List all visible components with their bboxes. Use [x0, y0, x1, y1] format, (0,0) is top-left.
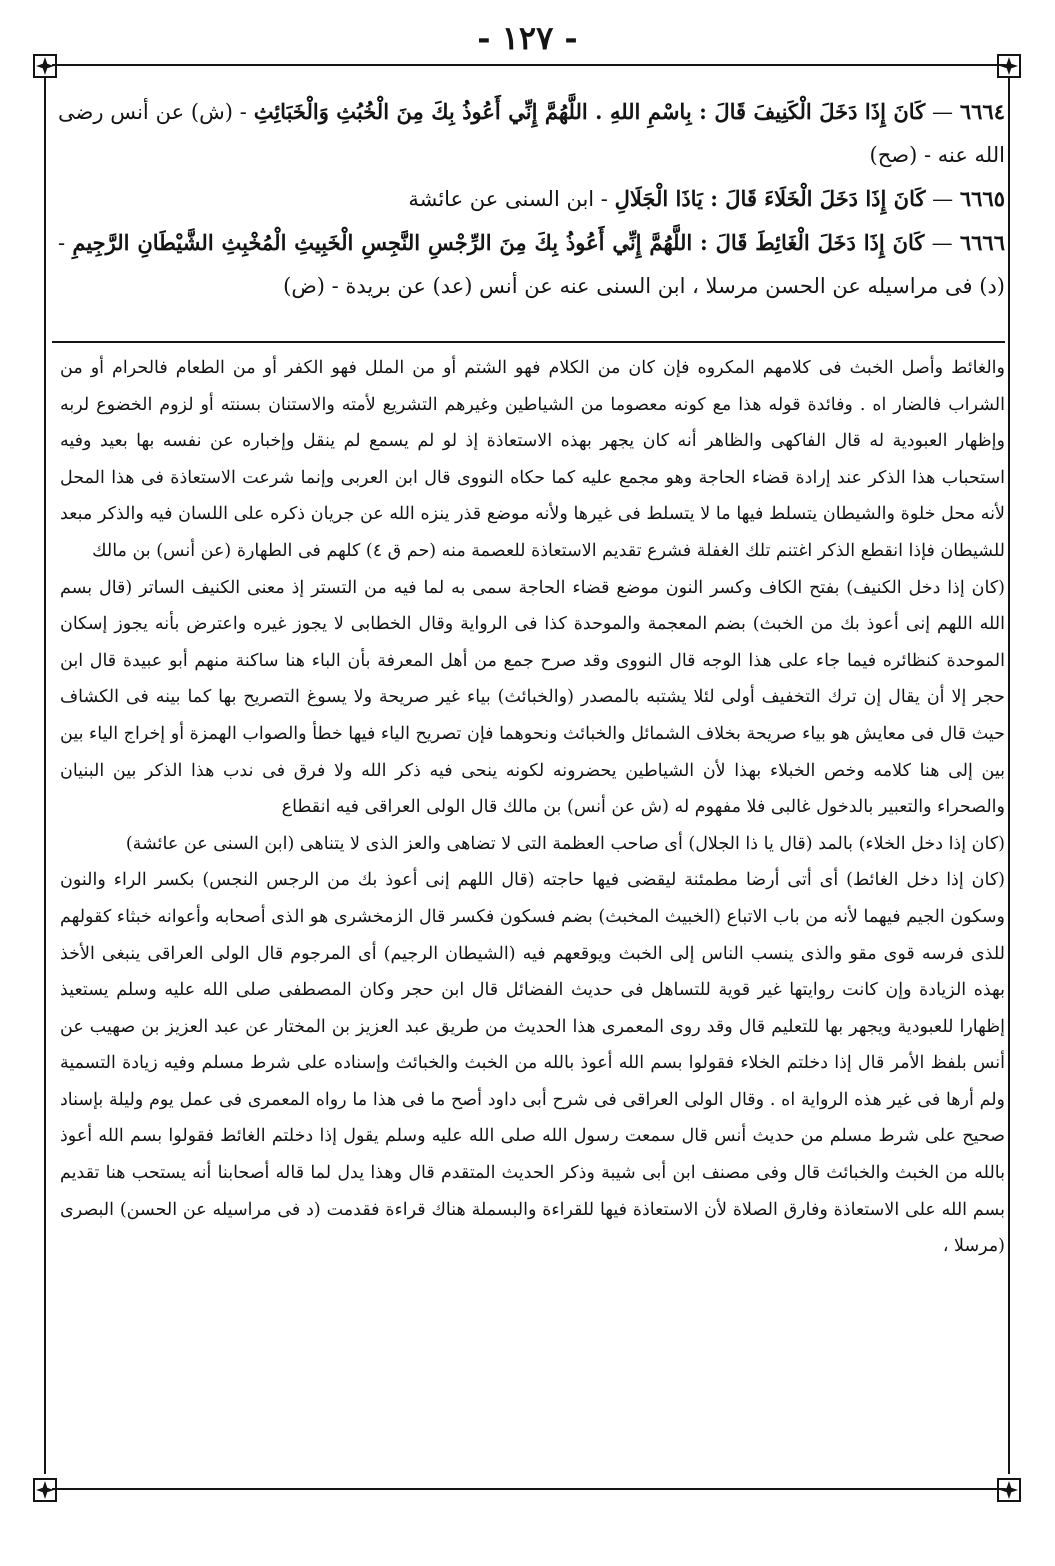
hadith-text: كَانَ إِذَا دَخَلَ الْخَلَاءَ قَالَ : يَاذَا الْجَلَالِ: [614, 186, 926, 211]
commentary-body: [60, 350, 1005, 1265]
hadith-sources: - (ش) عن أنس رضى الله عنه - (صح): [58, 100, 1005, 167]
hadith-number: ٦٦٦٥: [959, 186, 1005, 211]
commentary-paragraph: (كان إذا دخل الكنيف) بفتح الكاف وكسر النون موضع قضاء الحاجة سمى به لما فيه من التستر إذ معنى الكنيف الساتر (قال بسم الله اللهم إنى أعوذ بك من الخبث) بضم المعجمة والموحدة كذا فى الرواية وقال الخطابى لا يجوز غيره واعترض بأنه يجوز إسكان الموحدة كنظائره فيما جاء على هذا الوجه قال النووى وقد صرح جمع من أهل المعرفة بأن الباء هنا ساكنة منهم أبو عبيدة قال ابن حجر إلا أن يقال إن ترك التخفيف أولى لئلا يشتبه بالمصدر (والخبائث) بياء غير صريحة ولا يسوغ التصريح بها كما بينه فى الكشاف حيث قال فى معايش هو بياء صريحة بخلاف الشمائل والخبائث ونحوهما فإن تصريح الياء فيها خطأ والصواب الهمزة أو إخراج الياء بين بين إلى هنا كلامه وخص الخبلاء بهذا لأن الشياطين يحضرونه لكونه ينحى فيه ذكر الله ولا فرق فى ندب هذا الذكر بين البنيان والصحراء والتعبير بالدخول غالبى فلا مفهوم له (ش عن أنس) بن مالك قال الولى العراقى فيه انقطاع: [60, 577, 1005, 818]
hadith-entry: ٦٦٦٦ — كَانَ إِذَا دَخَلَ الْغَائِطَ قَالَ : اللَّهُمَّ إِنِّي أَعُوذُ بِكَ مِنَ الرِّجْسِ النَّجِسِ الْخَبِيثِ الْمُخْبِثِ الشَّيْطَانِ الرَّجِيمِ - (د) فى مراسيله عن الحسن مرسلا ، ابن السنى عنه عن أنس (عد) عن بريدة - (ض): [58, 230, 1005, 298]
hadith-sources: - ابن السنى عن عائشة: [408, 187, 608, 211]
hadith-entry: ٦٦٦٥ — كَانَ إِذَا دَخَلَ الْخَلَاءَ قَالَ : يَاذَا الْجَلَالِ - ابن السنى عن عائشة: [408, 186, 1005, 211]
section-divider: [52, 341, 1005, 343]
commentary-paragraph: والغائط وأصل الخبث فى كلامهم المكروه فإن كان من الكلام فهو الشتم أو من الملل فهو الكفر أو من الطعام فالحرام أو من الشراب فالضار اه . وفائدة قوله هذا مع كونه معصوما من الشياطين وغيرهم التشريع لأمته والاستنان بسنته أو لزوم الخضوع لربه وإظهار العبودية له قال الفاكهى والظاهر أنه كان يجهر بهذه الاستعاذة إذ لو لم يسمع لم ينقل وإخباره عن نفسه بها بعيد وفيه استحباب هذا الذكر عند إرادة قضاء الحاجة وهو مجمع عليه كما حكاه النووى قال ابن العربى وإنما شرعت الاستعاذة فى هذا المحل لأنه محل خلوة والشيطان يتسلط فيها ما لا يتسلط فى غيرها ولأنه موضع قذر ينزه الله عن جريان ذكره على اللسان فيه والذكر مبعد للشيطان فإذا انقطع الذكر اغتنم تلك الغفلة فشرع تقديم الاستعاذة للعصمة منه (حم ق ٤) كلهم فى الطهارة (عن أنس) بن مالك: [60, 358, 1005, 561]
corner-ornament-icon: [31, 52, 59, 80]
commentary-paragraph: (كان إذا دخل الغائط) أى أتى أرضا مطمئنة ليقضى فيها حاجته (قال اللهم إنى أعوذ بك من الرجس النجس) بكسر الراء والنون وسكون الجيم فيهما لأنه من باب الاتباع (الخبيث المخبث) بضم فسكون فكسر قال الزمخشرى هو الذى أصحابه وأعوانه خبثاء كقولهم للذى فرسه قوى مقو والذى ينسب الناس إلى الخبث ويوقعهم فيه (الشيطان الرجيم) أى المرجوم قال الولى العراقى ينبغى الأخذ بهذه الزيادة وإن كانت روايتها غير قوية للتساهل فى حديث الفضائل قال ابن حجر وكان المصطفى صلى الله عليه وسلم يستعيذ إظهارا للعبودية ويجهر بها للتعليم قال وقد روى المعمرى هذا الحديث من طريق عبد العزيز بن المختار عن عبد العزيز بن صهيب عن أنس بلفظ الأمر قال إذا دخلتم الخلاء فقولوا بسم الله أعوذ بالله من الخبث والخبائث وإسناده على شرط مسلم وفيه زيادة التسمية ولم أرها فى غير هذه الرواية اه . وقال الولى العراقى فى شرح أبى داود أصح ما فى هذا ما رواه المعمرى فى عمل يوم وليلة بإسناد صحيح على شرط مسلم من حديث أنس قال سمعت رسول الله صلى الله عليه وسلم يقول إذا دخلتم الغائط فقولوا بسم الله أعوذ بالله من الخبث والخبائث قال وفى مصنف ابن أبى شيبة وذكر الحديث المتقدم قال وهذا يدل لما قاله أصحابنا أنه يستحب هنا تقديم بسم الله على الاستعاذة وفارق الصلاة لأن الاستعاذة فيها للقراءة والبسملة هناك قراءة فقدمت (د فى مراسيله عن الحسن) البصرى (مرسلا ،: [60, 870, 1006, 1257]
frame-right-border: [1008, 76, 1010, 1474]
page-number: - ١٢٧ -: [477, 19, 578, 57]
corner-ornament-icon: [995, 1476, 1023, 1504]
frame-left-border: [44, 76, 46, 1474]
frame-bottom-border: [52, 1488, 1005, 1490]
hadith-sources: - (د) فى مراسيله عن الحسن مرسلا ، ابن السنى عنه عن أنس (عد) عن بريدة - (ض): [58, 231, 1005, 298]
hadith-text: كَانَ إِذَا دَخَلَ الْغَائِطَ قَالَ : اللَّهُمَّ إِنِّي أَعُوذُ بِكَ مِنَ الرِّجْسِ النَّجِسِ الْخَبِيثِ الْمُخْبِثِ الشَّيْطَانِ الرَّجِيمِ: [72, 230, 925, 255]
frame-top-border: [52, 64, 1005, 66]
hadith-number: ٦٦٦٤: [959, 99, 1005, 124]
hadith-list: [58, 90, 1005, 308]
hadith-number: ٦٦٦٦: [959, 230, 1005, 255]
corner-ornament-icon: [995, 52, 1023, 80]
hadith-entry: ٦٦٦٤ — كَانَ إِذَا دَخَلَ الْكَنِيفَ قَالَ : بِاسْمِ اللهِ . اللَّهُمَّ إِنِّي أَعُوذُ بِكَ مِنَ الْخُبُثِ وَالْخَبَائِثِ - (ش) عن أنس رضى الله عنه - (صح): [58, 99, 1005, 167]
hadith-text: كَانَ إِذَا دَخَلَ الْكَنِيفَ قَالَ : بِاسْمِ اللهِ . اللَّهُمَّ إِنِّي أَعُوذُ بِكَ مِنَ الْخُبُثِ وَالْخَبَائِثِ: [253, 99, 926, 124]
commentary-paragraph: (كان إذا دخل الخلاء) بالمد (قال يا ذا الجلال) أى صاحب العظمة التى لا تضاهى والعز الذى لا يتناهى (ابن السنى عن عائشة): [125, 833, 1005, 854]
corner-ornament-icon: [31, 1476, 59, 1504]
